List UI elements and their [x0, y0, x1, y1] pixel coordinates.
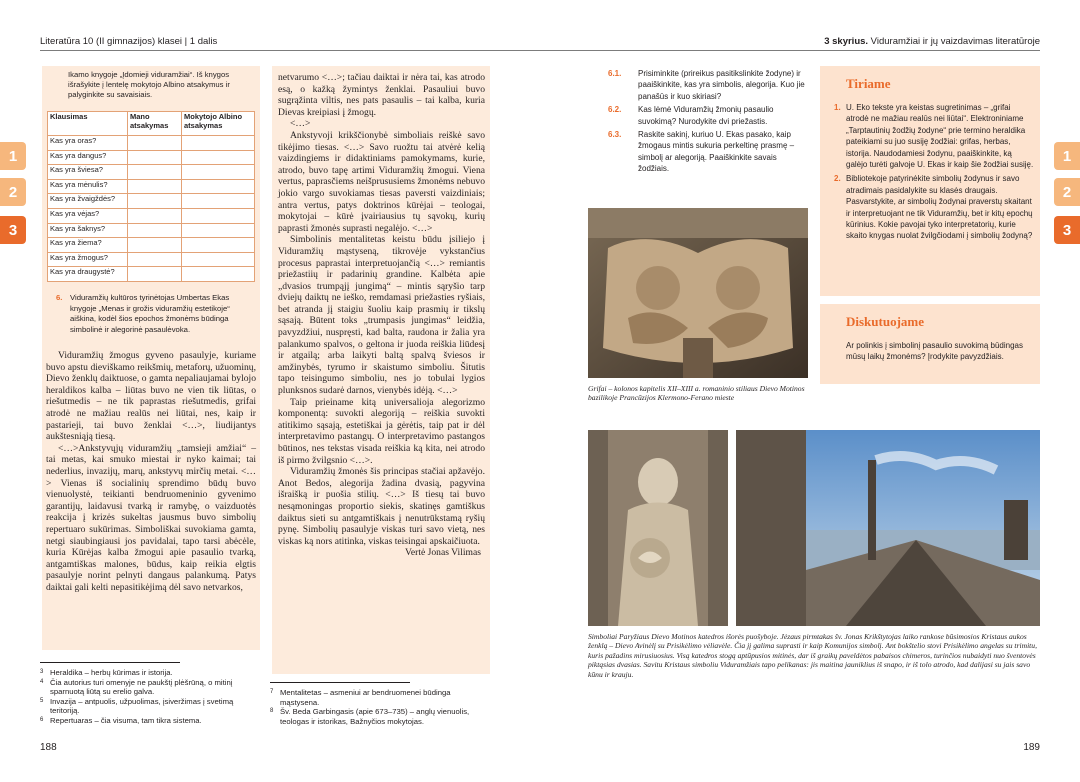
photo-caption-1: Grifai – kolonos kapitelis XII–XIII a. romaninio stiliaus Dievo Motinos bazilikoje Prancūzijos Klermono-Ferano mieste	[588, 384, 805, 403]
answer-cell[interactable]	[128, 223, 182, 238]
question-item: 6.2. Kas lėmė Viduramžių žmonių pasaulio suvokimą? Nurodykite dvi priežastis.	[608, 105, 774, 126]
footnote-rule	[270, 682, 410, 683]
section-tab-3-left[interactable]: 3	[0, 216, 26, 244]
table-header: Klausimas	[48, 112, 128, 136]
research-item: 2. Bibliotekoje patyrinėkite simbolių žodynus ir savo atradimais pasidalykite su klasės draugais. Pasvarstykite, ar simbolių žodynai praverstų skaitant ir interpretuojant ne tik Viduramžių, bet ir kitų epochų kūrinius. Kokie pavojai tyko interpretatorių, kurie skaito knygas nuolat žvilgčiodami į simbolių žodyną?	[834, 174, 1033, 241]
answer-cell[interactable]	[128, 267, 182, 282]
answer-cell[interactable]	[182, 223, 255, 238]
table-row	[48, 165, 255, 180]
task-intro: Ikamo knygoje „Įdomieji viduramžiai“. Iš knygos išrašykite į lentelę mokytojo Albino atsakymus ir palyginkite su savaisiais.	[68, 70, 230, 99]
table-row	[48, 136, 255, 151]
paragraph: <…>Ankstyvųjų viduramžių „tamsieji amžiai“ – tai metas, kai smuko miestai ir nyko kaimai; tai nederlius, invazijų, marų, ankstyvų mirčių metai. <…> Vienas iš socialinių sprendimo būdų buvo vienuolystė, teikianti bendruomeninio gyvenimo garantijų, laidavusi tvarką ir ramybę, o vaizduotės reakcija į krizės sukeltas jausmus buvo simbolių repertuaro sukūrimas. Simboliškai suvokiama gamta, netgi siaubingiausi jos pavidalai, tapo tarsi abėcėle, kuria Kūrėjas kalba žmogui apie pasaulio tvarką, antgamtiškas malones, būdus, kaip reikia elgtis pasaulyje norint pelnyti dangaus palankumą. Patys daiktai gali kelti nepasitikėjimą dėl savo netvarkos,	[46, 442, 256, 593]
table-row	[48, 150, 255, 165]
header-rule	[40, 50, 1040, 51]
table-row	[48, 223, 255, 238]
answer-cell[interactable]	[128, 238, 182, 253]
answer-cell[interactable]	[128, 150, 182, 165]
research-item: 1. U. Eko tekste yra keistas sugretinimas – „grifai atrodė ne mažiau realūs nei liūtai“. Elektroniniame „Tarptautinių žodžių žodyne“ prie termino heraldika pateikiami su juo susiję žodžiai: grifas, herbas, istorija. Naudodamiesi žodynu, paaiškinkite, ką galėjo turėti galvoje U. Ekas ir kaip šie žodžiai susiję.	[834, 103, 1034, 170]
answer-cell[interactable]	[128, 165, 182, 180]
photo-caption-2: Simboliai Paryžiaus Dievo Motinos katedros išorės puošyboje. Jėzaus pirmtakas šv. Jonas Krikštytojas laiko rankose būsimosios Kristaus aukos ženklą – Dievo Avinėlį su Prisikėlimo vėliavėle. Čia jį galima suprasti ir kaip Komunijos simbolį. Ant bokštelio stovi Prisikėlimo angelas su trimitu, kuris pažadins mirusiuosius. Visą katedros stogą aptūpusios mitinės, dar iš graikų paveldėtos pabaisos chimeros, turinčios nubaidyti nuo šventovės piktąsias dvasias. Savitu Kristaus simboliu Viduramžiais tapo pelikanas: jis maitina jauniklius iš snapo, ir iš tolo atrodo, kad dalijasi su jais savo kūnu ir krauju.	[588, 632, 1037, 679]
table-row	[48, 179, 255, 194]
paragraph: Viduramžių žmonės šis principas stačiai apžavėjo. Anot Bedos, alegorija žadina dvasią, pagyvina išraišką ir puošia stilių. <…> Iš tiesų tai buvo nesąmoningas proportio siekis, skatinęs gamtiškus daiktus sieti su antgamtiškais į nenutrūkstamą ryšių pynę. Simbolių pasaulyje viskas turi savo vietą, nes viskas ką nors atitinka, viskas teisingai apskaičiuota.	[278, 466, 485, 547]
answer-cell[interactable]	[128, 252, 182, 267]
answer-cell[interactable]	[128, 194, 182, 209]
table-cell: Kas yra vėjas?	[48, 208, 128, 223]
paragraph: Ankstyvoji krikščionybė simboliais reiškė savo tikėjimo tiesas. <…> Savo ruožtu tai atvėrė kelią vaizdingiems ir didaktiniams pamokymams, kurie, atrodo, buvo tapę artimi Viduramžių žmogui. Viena vertus, paprasčiems neišprususiems žmonėms nebuvo jokio vargo suvokiamas tiesas paversti vaizdiniais; antra vertus, patys doktrinos kūrėjai – teologai, mokytojai – kūrė įvairiausius tų sąvokų, kurių paprasti žmonės suprasti negalėjo. <…>	[278, 129, 485, 234]
page-number-left: 188	[40, 742, 57, 753]
table-header-row	[48, 112, 255, 136]
table-cell: Kas yra žvaigždės?	[48, 194, 128, 209]
footnote: 3 Heraldika – herbų kūrimas ir istorija.	[40, 668, 173, 677]
research-box	[820, 66, 1040, 296]
paragraph: Simbolinis mentalitetas keistu būdu įsiliejo į Viduramžių mąstyseną, tikrovėje vykstančius procesus paprastai interpretuojančią <…> remiantis priežastiių ir padarinių grandine. Kalbėta apie „dvasios trumpąjį jungimą“ – mintis sąryšio tarp dviejų daiktų ne ieško, remdamasi priežasties ryšiais, bet atranda jį staigiu šuoliu kaip prasmių ir tikslų sąsają. Būtent toks „trumpasis jungimas“ leidžia, pavyzdžiui, nuspręsti, kad balta, raudona ir žalia yra palankumo spalvos, o geltona ir juoda reiškia liūdesį ir atgailą; arba laikyti baltą spalvą šviesos ir amžinybės, tyrumo ir skaistumo simboliu. Šitutis tapo teisingumo simboliu, nes jo tobulai lygios plunksnos sudarė darnos, vienybės idėją. <…>	[278, 234, 485, 397]
running-header-right	[824, 36, 1040, 47]
table-row	[48, 238, 255, 253]
translator-credit: Vertė Jonas Vilimas	[405, 547, 481, 559]
discussion-title: Diskutuojame	[846, 314, 925, 329]
footnotes-col2	[270, 688, 488, 726]
table-cell: Kas yra žmogus?	[48, 252, 128, 267]
table-cell: Kas yra šviesa?	[48, 165, 128, 180]
footnote: 5 Invazija – antpuolis, užpuolimas, įsiveržimas į svetimą teritoriją.	[40, 696, 234, 716]
page-number-right: 189	[1023, 742, 1040, 753]
table-cell: Kas yra draugystė?	[48, 267, 128, 282]
table-cell: Kas yra žiema?	[48, 238, 128, 253]
table-cell: Kas yra dangus?	[48, 150, 128, 165]
griffin-capital-photo	[588, 208, 808, 378]
section-tab-1-left[interactable]: 1	[0, 142, 26, 170]
reading-text-col1	[46, 350, 256, 593]
answer-cell[interactable]	[182, 165, 255, 180]
answer-cell[interactable]	[182, 179, 255, 194]
discussion-box	[820, 304, 1040, 384]
footnote-rule	[40, 662, 180, 663]
answer-cell[interactable]	[182, 238, 255, 253]
question-number: 6.	[56, 293, 63, 302]
question-item: 6.1. Prisiminkite (prireikus pasitikslinkite žodyne) ir paaiškinkite, kas yra simbolis, alegorija. Kuo jie panašūs ir kuo skiriasi?	[608, 69, 805, 101]
paragraph: Viduramžių žmogus gyveno pasaulyje, kuriame buvo apstu dieviškamo reikšmių, metaforų, užuominų, Dievo ženklų daiktuose, o gamta nepaliaujamai bylojo heraldikos kalba – liūtas buvo ne vien tik liūtas, o riešutmedis – ne tik paprastas riešutmedis, grifai atrodė ne mažiau realūs nei liūtai, nes, kaip ir pastarieji, tai buvo ženklai <…>, liudijantys aukštesniąją tiesą.	[46, 350, 256, 443]
reading-text-col2	[278, 72, 485, 559]
table-row	[48, 252, 255, 267]
answers-table	[47, 111, 255, 282]
discussion-text: Ar polinkis į simbolinį pasaulio suvokimą būdingas mūsų laikų žmonėms? Įrodykite pavyzdžiais.	[846, 341, 1023, 362]
question-6	[56, 293, 256, 335]
table-cell: Kas yra mėnulis?	[48, 179, 128, 194]
answer-cell[interactable]	[182, 252, 255, 267]
table-row	[48, 208, 255, 223]
research-title: Tiriame	[846, 76, 891, 91]
answer-cell[interactable]	[182, 208, 255, 223]
table-row	[48, 194, 255, 209]
table-header: Mano atsakymas	[128, 112, 182, 136]
section-tab-2-right[interactable]: 2	[1054, 178, 1080, 206]
section-tab-1-right[interactable]: 1	[1054, 142, 1080, 170]
table-row	[48, 267, 255, 282]
running-header-left: Literatūra 10 (II gimnazijos) klasei | 1 dalis	[40, 36, 218, 47]
question-text: Viduramžių kultūros tyrinėtojas Umbertas Ekas knygoje „Menas ir grožis viduramžių estetikoje“ aiškina, kodėl šios epochos žmonėms būdinga simbolinė ir alegorinė pasaulėvoka.	[70, 293, 230, 334]
paragraph: Taip prieiname kitą universalioja alegorizmo komponentą: suvokti alegoriją – reiškia suvokti atitikimo sąsają, estetiškai ja gėrėtis, taip pat ir dėl interpretavimo pastangų. O interpretavimo pastangos būtinos, nes tekstas visada reiškia ką kita, nei atrodo iš pirmo žvilgsnio <…>.	[278, 396, 485, 466]
john-baptist-statue-photo	[588, 430, 728, 626]
table-header: Mokytojo Albino atsakymas	[182, 112, 255, 136]
table-cell: Kas yra šaknys?	[48, 223, 128, 238]
footnote: 8 Šv. Beda Garbingasis (apie 673–735) – anglų vienuolis, teologas ir istorikas, Bažnyčios mokytojas.	[270, 707, 470, 726]
footnote: 7 Mentalitetas – asmeniui ar bendruomenei būdinga mąstysena.	[270, 688, 451, 707]
paragraph: <…>	[290, 118, 311, 130]
answer-cell[interactable]	[182, 136, 255, 151]
footnotes-col1	[40, 668, 258, 726]
table-cell: Kas yra oras?	[48, 136, 128, 151]
answer-cell[interactable]	[128, 136, 182, 151]
answer-cell[interactable]	[182, 150, 255, 165]
answer-cell[interactable]	[128, 208, 182, 223]
chapter-title: Viduramžiai ir jų vaizdavimas literatūroje	[868, 36, 1040, 47]
paragraph: netvarumo <…>; tačiau daiktai ir nėra tai, kas atrodo esą, o kažką žymintys ženklai. Pasauliui buvo sugrąžinta viltis, nes pats pasaulis – tai kalba, kuria Dievas kreipiasi į žmogų.	[278, 72, 485, 118]
answer-cell[interactable]	[128, 179, 182, 194]
question-item: 6.3. Raskite sakinį, kuriuo U. Ekas pasako, kaip žmogaus mintis sukuria perkeltinę prasmę – simbolį ar alegoriją. Paaiškinkite savais žodžiais.	[608, 130, 795, 174]
chapter-label: 3 skyrius.	[824, 36, 869, 47]
footnote: 4 Čia autorius turi omenyje ne paukštį plėšrūną, o mitinį sparnuotą liūtą su erelio galva.	[40, 677, 233, 697]
questions-list	[608, 68, 808, 177]
answer-cell[interactable]	[182, 267, 255, 282]
section-tab-3-right[interactable]: 3	[1054, 216, 1080, 244]
section-tab-2-left[interactable]: 2	[0, 178, 26, 206]
footnote: 6 Repertuaras – čia visuma, tam tikra sistema.	[40, 715, 202, 725]
answer-cell[interactable]	[182, 194, 255, 209]
notre-dame-roof-photo	[736, 430, 1040, 626]
